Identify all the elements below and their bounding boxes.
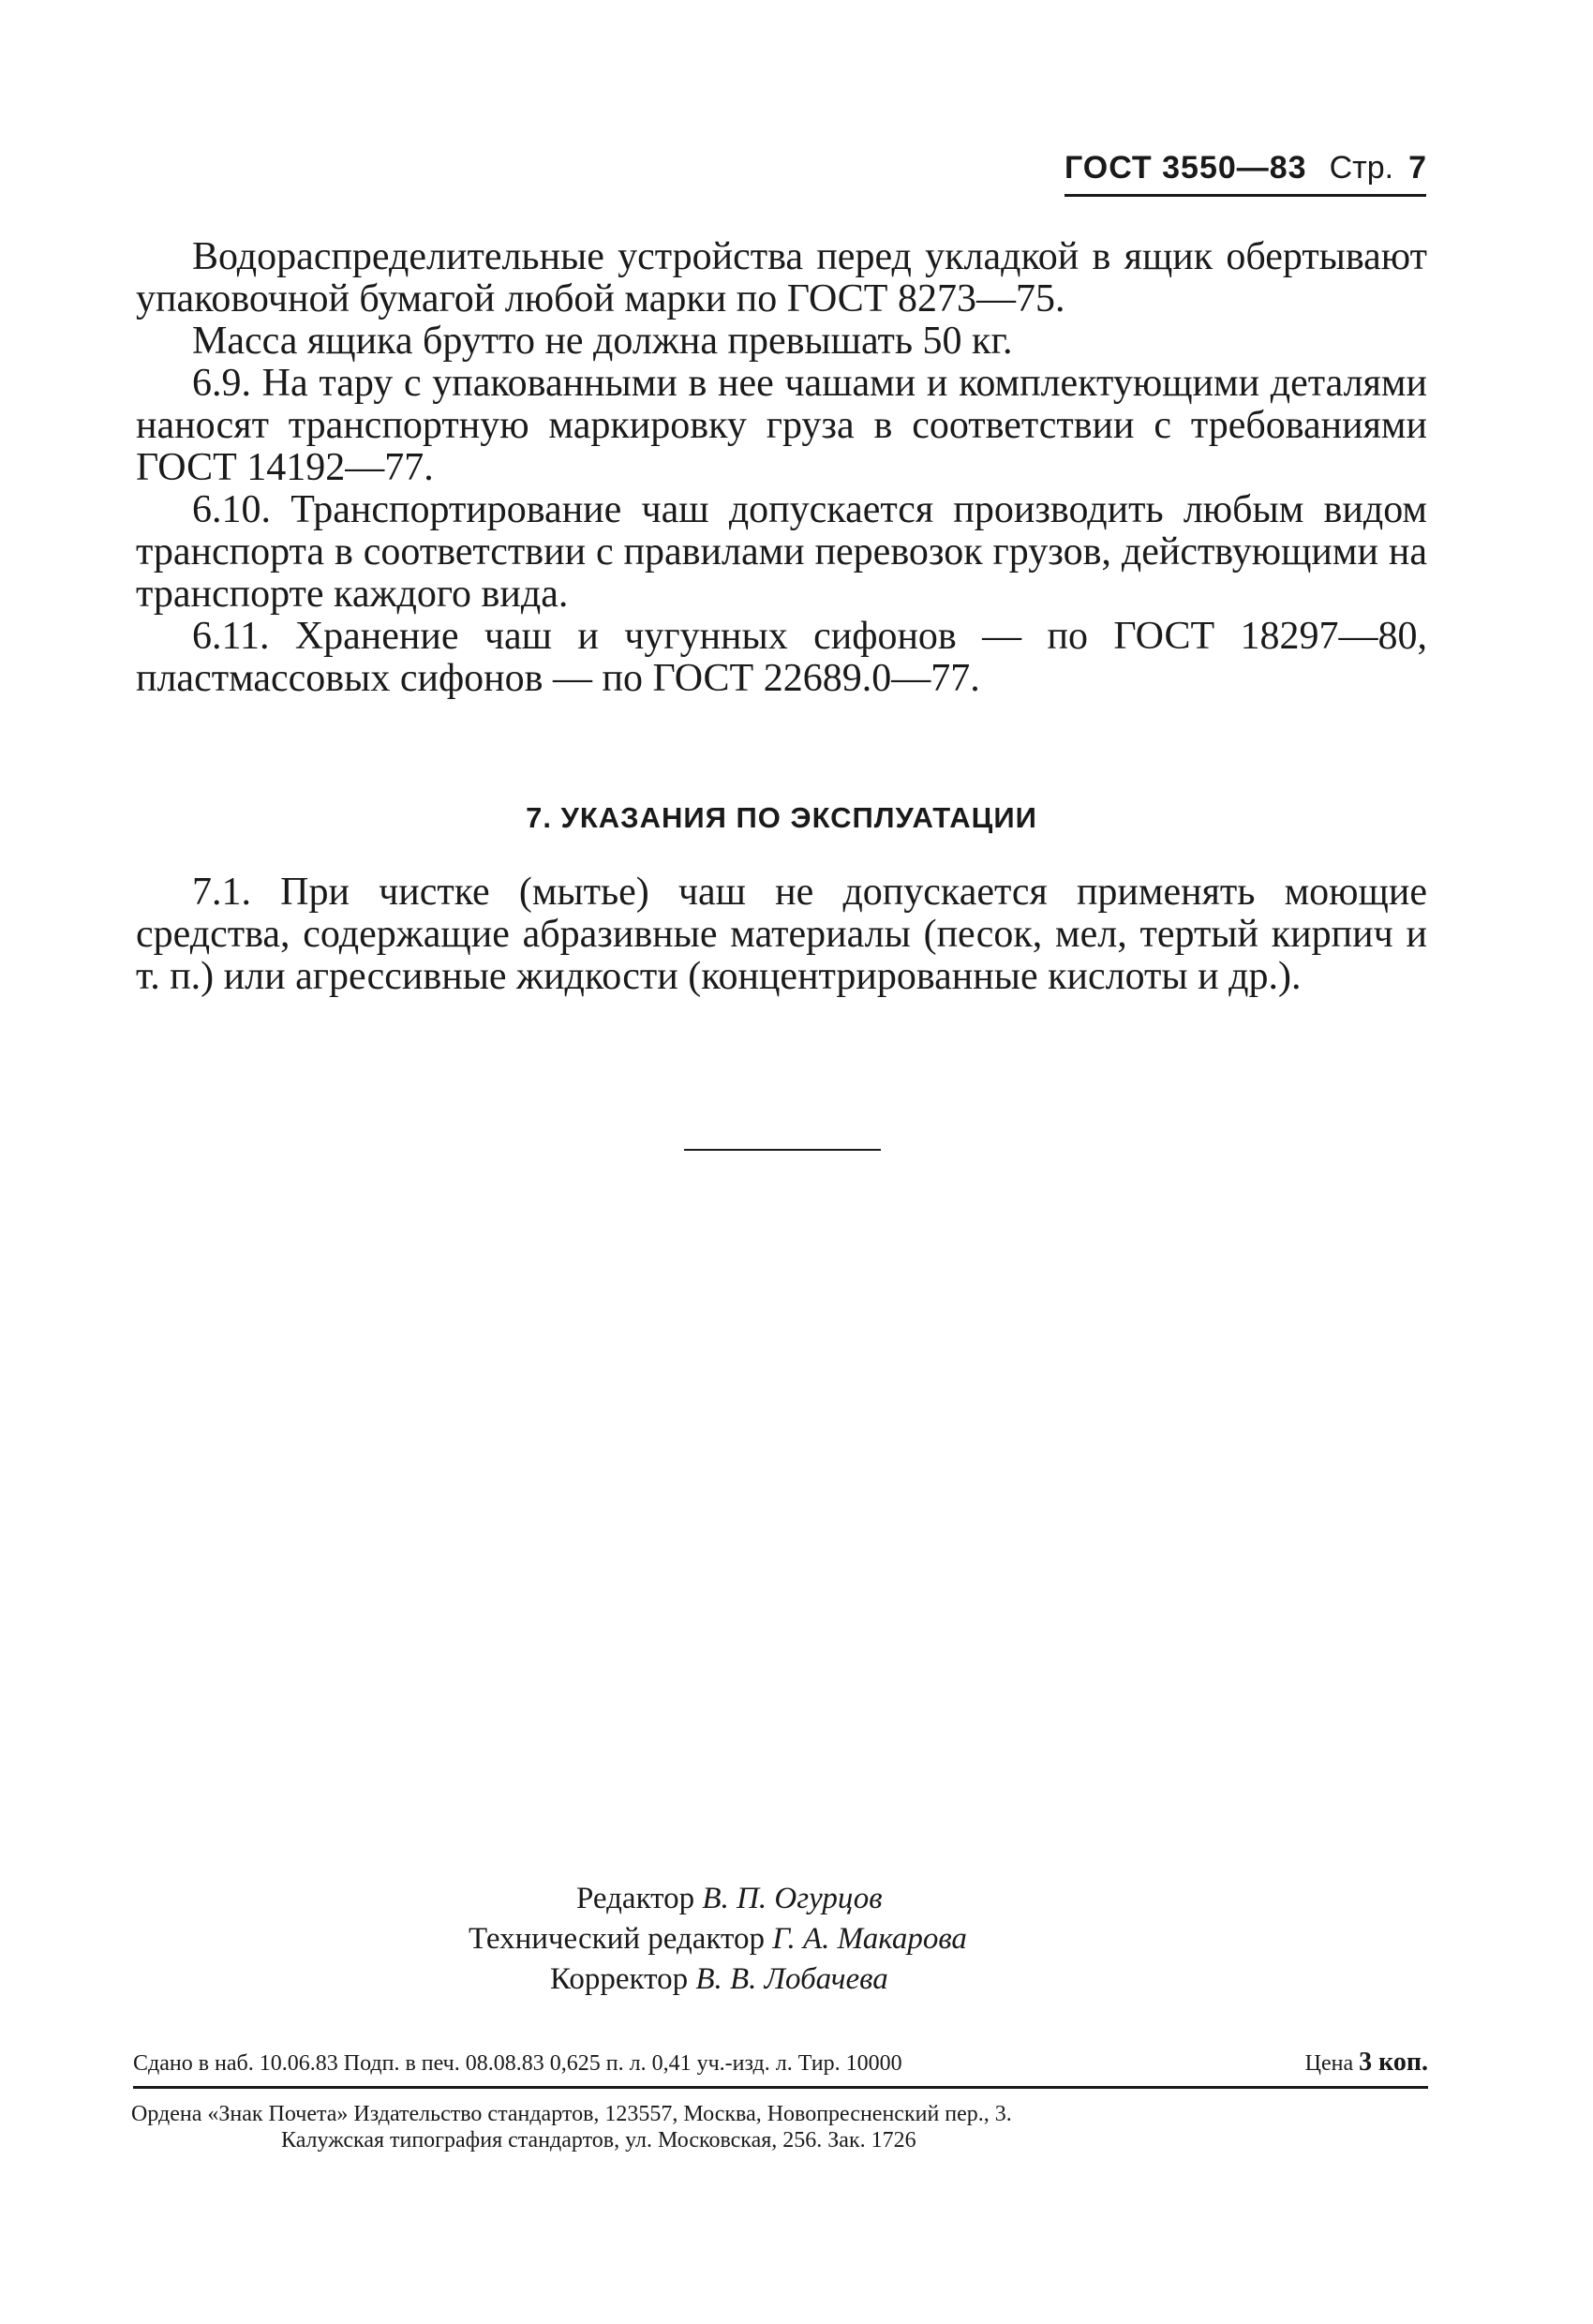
publisher-block	[131, 2101, 1430, 2153]
standard-number: ГОСТ 3550—83	[1064, 150, 1307, 186]
tech-editor-name: Г. А. Макарова	[772, 1922, 967, 1956]
section-6-continued	[136, 236, 1427, 700]
editor-label: Редактор	[576, 1882, 695, 1915]
credits-block	[0, 1879, 1593, 2000]
price-value: 3 коп.	[1359, 2048, 1428, 2077]
paragraph-7-1: 7.1. При чистке (мытье) чаш не допускается применять моющие средства, содержащие абразивные материалы (песок, мел, тертый кирпич и т. п.) или агрессивные жидкости (концентрированные кислоты и др.).	[136, 871, 1427, 998]
section-7-body	[136, 872, 1427, 998]
imprint-rule	[133, 2086, 1428, 2089]
paragraph-box-mass: Масса ящика брутто не должна превышать 50 кг.	[192, 320, 1013, 363]
paragraph-6-9: 6.9. На тару с упакованными в нее чашами и комплектующими деталями наносят транспортную маркировку груза в соответствии с требованиями ГОСТ 14192—77.	[136, 362, 1427, 489]
corrector-label: Корректор	[550, 1962, 689, 1996]
paragraph-6-10: 6.10. Транспортирование чаш допускается производить любым видом транспорта в соответствии с правилами перевозок грузов, действующими на транспорте каждого вида.	[136, 488, 1427, 616]
end-divider	[684, 1149, 881, 1151]
page-label: Стр.	[1329, 150, 1394, 186]
paragraph-6-11: 6.11. Хранение чаш и чугунных сифонов — по ГОСТ 18297—80, пластмассовых сифонов — по ГОСТ 22689.0—77.	[136, 615, 1427, 700]
imprint-line	[133, 2048, 1428, 2078]
publisher-line-1: Ордена «Знак Почета» Издательство стандартов, 123557, Москва, Новопресненский пер., 3.	[131, 2102, 1012, 2126]
corrector-line	[550, 1959, 1593, 2000]
publisher-line-2: Калужская типография стандартов, ул. Московская, 256. Зак. 1726	[281, 2128, 916, 2153]
editor-name: В. П. Огурцов	[702, 1882, 883, 1915]
tech-editor-label: Технический редактор	[469, 1922, 765, 1956]
editor-line	[576, 1879, 1593, 1919]
imprint-details: Сдано в наб. 10.06.83 Подп. в печ. 08.08.83 0,625 п. л. 0,41 уч.-изд. л. Тир. 10000	[133, 2051, 902, 2076]
tech-editor-line	[469, 1919, 1593, 1959]
page-number: 7	[1408, 150, 1426, 186]
paragraph-wrapping: Водораспределительные устройства перед укладкой в ящик обертывают упаковочной бумагой любой марки по ГОСТ 8273—75.	[136, 235, 1427, 320]
page-header	[1064, 150, 1426, 197]
section-7-title: 7. УКАЗАНИЯ ПО ЭКСПЛУАТАЦИИ	[526, 801, 1037, 834]
page-number-label	[1330, 150, 1426, 186]
price	[1305, 2048, 1428, 2078]
price-label: Цена	[1304, 2051, 1354, 2076]
corrector-name: В. В. Лобачева	[695, 1962, 888, 1996]
